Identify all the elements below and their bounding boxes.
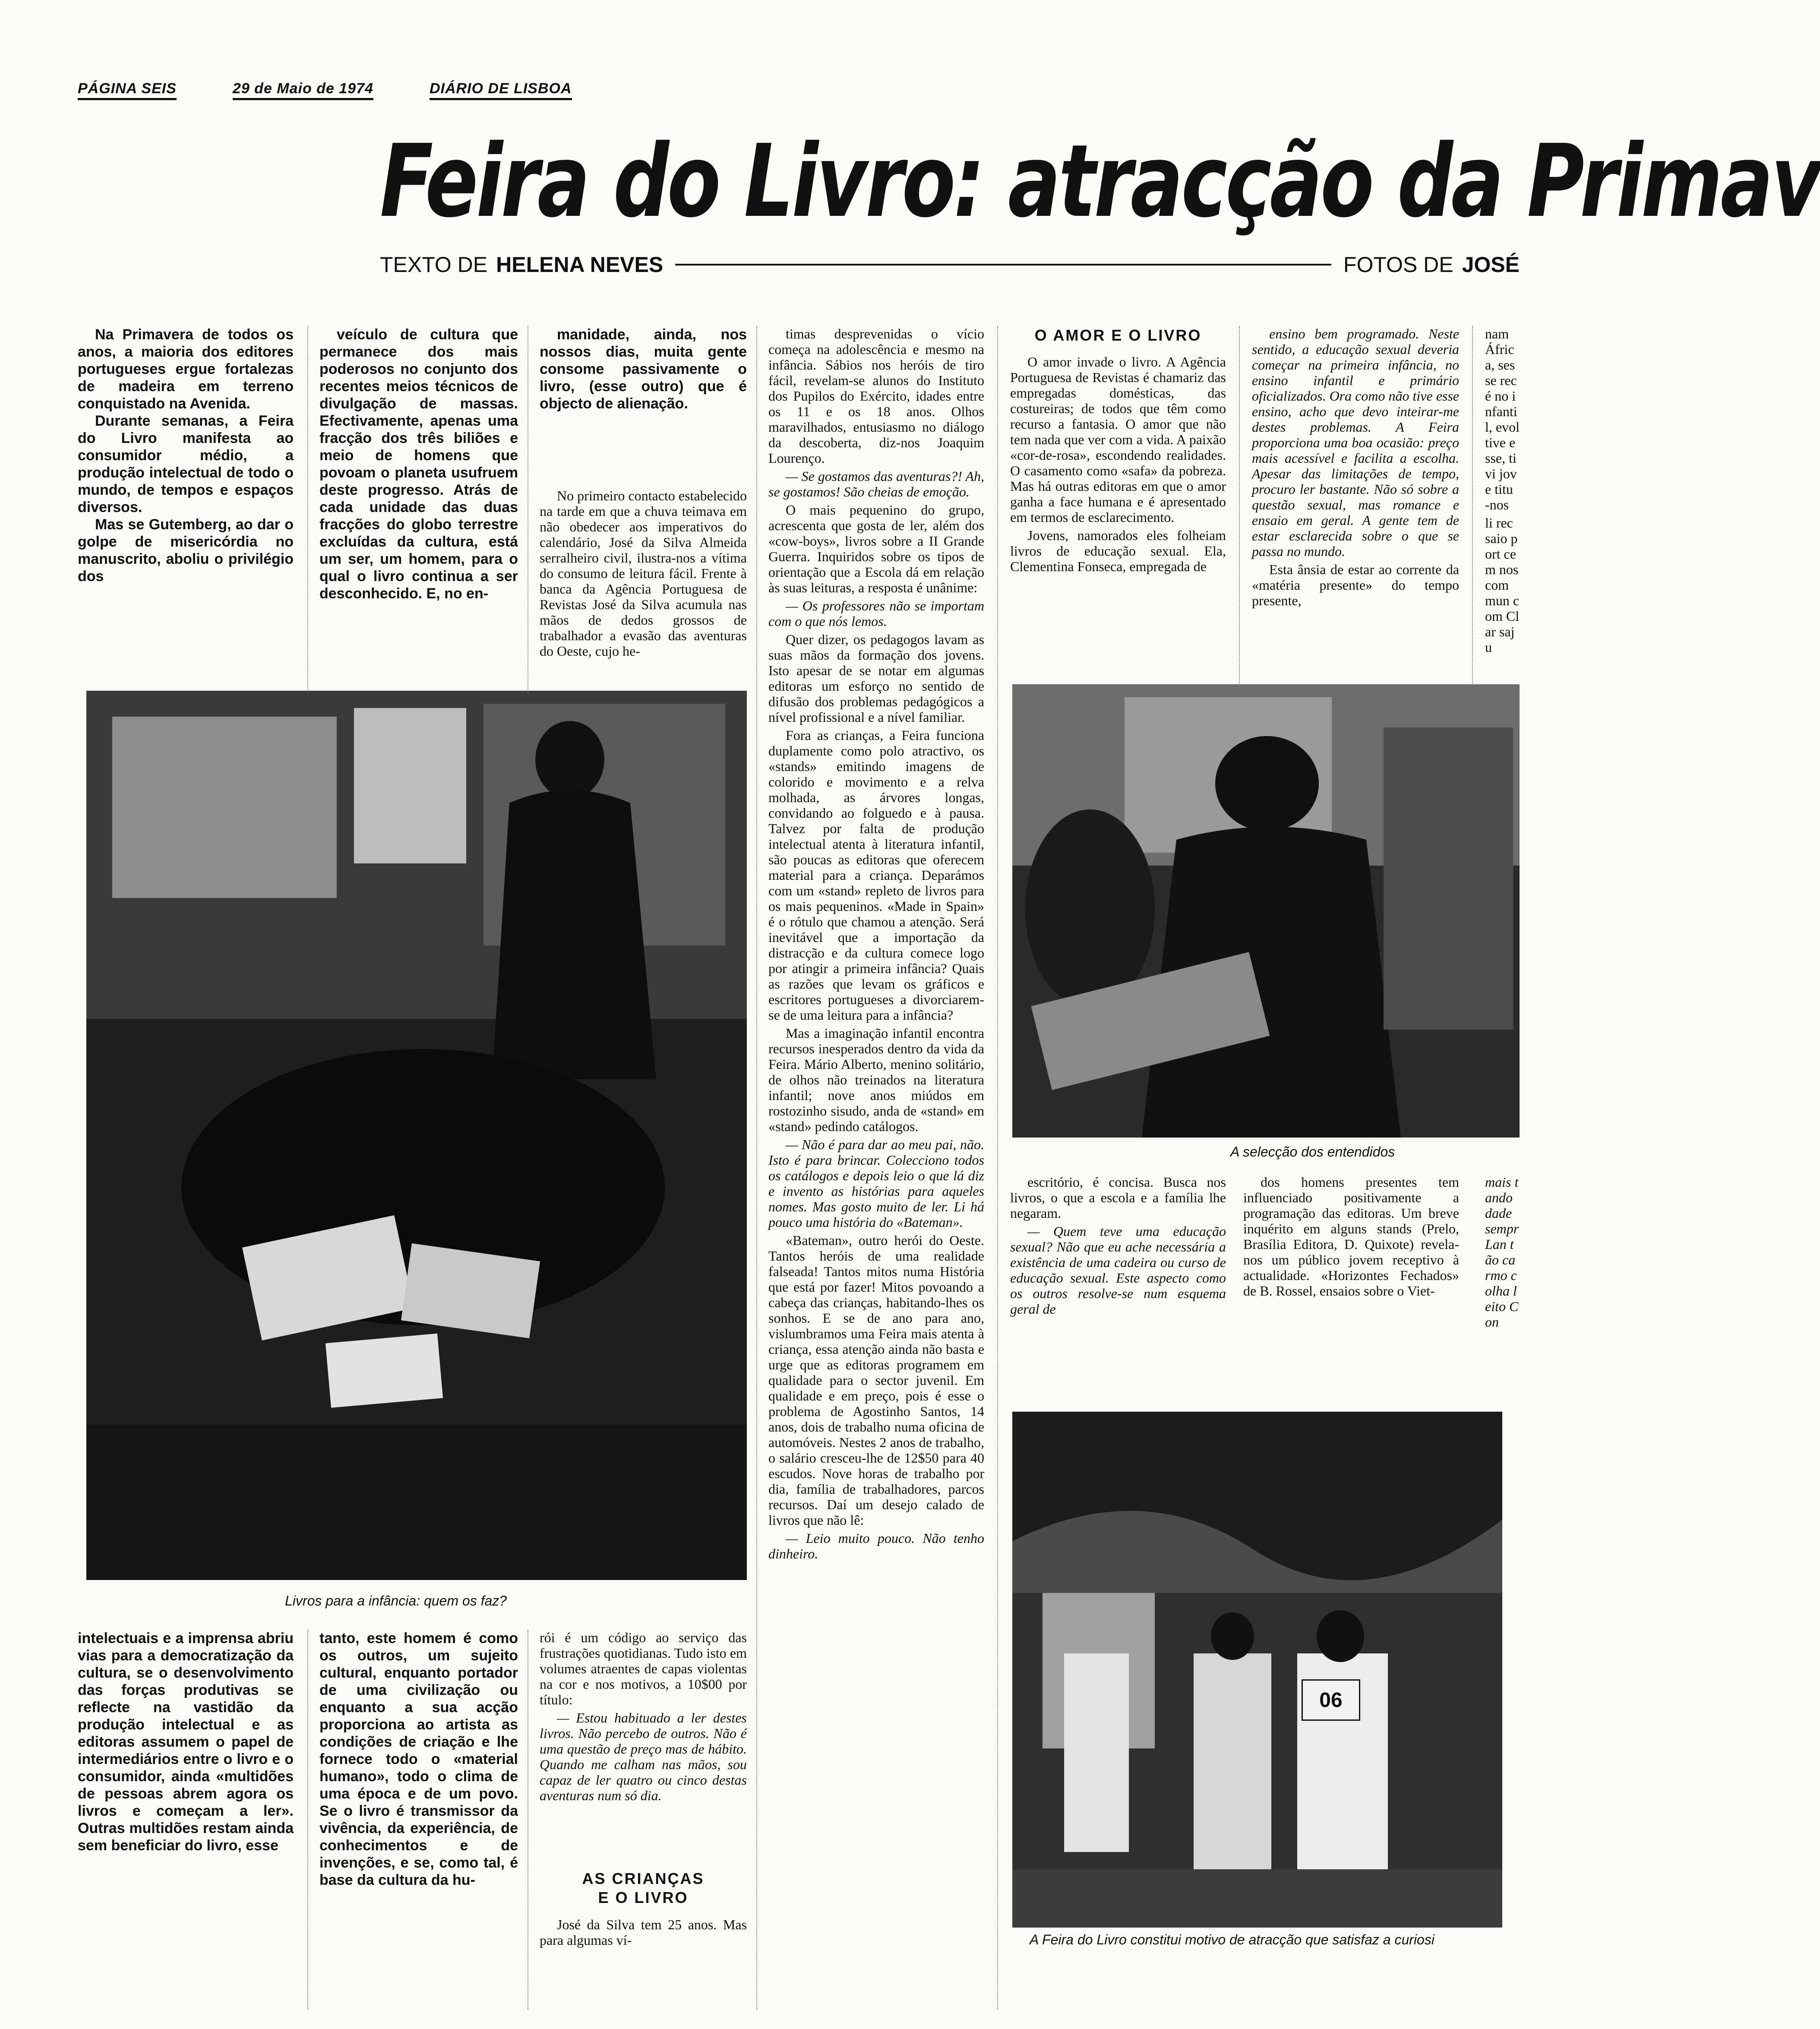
paragraph: li rec saio port cem nos com mun com Clar saju <box>1485 515 1520 655</box>
paragraph: Quer dizer, os pedagogos lavam as suas mãos da formação dos jovens. Isto apesar de se notar em algumas editoras um esforço no sentido de difusão dos problemas pedagógicos a nível profissional e a nível familiar. <box>768 632 984 725</box>
photo-selection-illustration <box>1012 684 1520 1138</box>
paper-name: DIÁRIO DE LISBOA <box>430 80 572 100</box>
body-col-4 <box>768 326 984 2005</box>
byline-author: HELENA NEVES <box>496 253 664 277</box>
paragraph: — Quem teve uma educação sexual? Não que eu ache necessária a existência de uma cadeira ou curso de educação sexual. Este aspecto como os outros resolve-se num esquema geral de <box>1010 1223 1226 1317</box>
byline <box>380 250 1520 280</box>
lead-bottom-col-1 <box>78 1630 294 2010</box>
photo-book-fair-illustration <box>1012 1412 1502 1928</box>
paragraph: — Os professores não se importam com o que nós lemos. <box>768 598 984 629</box>
photo-children-books-illustration <box>86 691 747 1580</box>
paragraph: mais tando dade sempr Lan tão carmo colha leito Con <box>1485 1174 1519 1330</box>
byline-text-label: TEXTO DE <box>380 253 488 277</box>
column-rule <box>1239 326 1240 689</box>
paragraph: Fora as crianças, a Feira funciona duplamente como polo atractivo, os «stands» emitindo imagens de colorido e movimento e a relva molhada, as árvores longas, convidando ao folguedo e à pausa. Talvez por falta de produção intelectual atenta à literatura infantil, são poucas as editoras que oferecem material para a criança. Deparámos com um «stand» repleto de livros para os mais pequeninos. «Made in Spain» é o rótulo que chamou a atenção. Será inevitável que a importação da distracção e da cultura comece logo por atingir a primeira infância? Quais as razões que levam os gráficos e escritores portugueses a divorciarem-se de uma leitura para a infância? <box>768 727 984 1023</box>
paragraph: Durante semanas, a Feira do Livro manifesta ao consumidor médio, a produção intelectual de todo o mundo, de tempos e espaços diversos. <box>78 413 294 515</box>
paragraph: «Bateman», outro herói do Oeste. Tantos heróis de uma realidade falseada! Tantos mitos numa História que está por fazer! Mitos povoando a cabeça das crianças, habitando-lhes os sonhos. E se de ano para ano, vislumbramos uma Feira mais atenta à criança, essa atenção ainda não basta e urge que as editoras programem em qualidade para o sector juvenil. Em qualidade e em preço, pois é esse o problema de Agostinho Santos, 14 anos, dois de trabalho numa oficina de automóveis. Nestes 2 anos de trabalho, o salário cresceu-lhe de 12$50 para 40 escudos. Nove horas de trabalho por dia, família de trabalhadores, parcos recursos. Daí um desejo calado de livros que não lê: <box>768 1233 984 1528</box>
paragraph: manidade, ainda, nos nossos dias, muita gente consome passivamente o livro, (esse outro) que é objecto de alienação. <box>540 326 747 412</box>
paragraph: escritório, é concisa. Busca nos livros, o que a escola e a família lhe negaram. <box>1010 1174 1226 1221</box>
body-col-3-end <box>540 1917 747 1969</box>
paragraph: — Não é para dar ao meu pai, não. Isto é para brincar. Colecciono todos os catálogos e depois leio o que lá diz e invento as histórias para aqueles nomes. Mas gosto muito de ler. Li há pouco uma história do «Bateman». <box>768 1137 984 1230</box>
column-rule <box>1472 326 1473 689</box>
byline-rule <box>675 264 1331 265</box>
lead-bottom-col-2 <box>319 1630 518 2010</box>
body-col-3-top <box>540 488 747 691</box>
paragraph: rói é um código ao serviço das frustrações quotidianas. Tudo isto em volumes atraentes de capas violentas na cor e nos motivos, a 10$00 por título: <box>540 1630 747 1707</box>
section-heading-line: E O LIVRO <box>598 1889 689 1906</box>
column-rule <box>307 326 308 693</box>
photo-selection <box>1012 684 1520 1138</box>
date-label: 29 de Maio de 1974 <box>233 80 373 100</box>
lead-col-3 <box>540 326 747 473</box>
headline: Feira do Livro: atracção da Primav <box>380 123 1820 240</box>
number-badge: 06 <box>1302 1679 1360 1721</box>
lead-col-2 <box>319 326 518 693</box>
paragraph: Jovens, namorados eles folheiam livros de educação sexual. Ela, Clementina Fonseca, empregada de <box>1010 528 1226 574</box>
column-rule <box>756 326 757 2010</box>
paragraph: ensino bem programado. Neste sentido, a educação sexual deveria começar na primeira infância, no ensino infantil e primário oficializados. Ora como não tive esse ensino, acho que devo inteirar-me destes problemas. A Feira proporciona uma boa ocasião: preço mais acessível e facilita a escolha. Apesar das limitações de tempo, procuro ler bastante. Não só sobre a questão sexual, mas romance e ensaio em geral. A gente tem de estar esclarecida sobre o que se passa no mundo. <box>1252 326 1459 559</box>
body-col-5-mid <box>1010 1174 1226 1416</box>
paragraph: O mais pequenino do grupo, acrescenta que gosta de ler, além dos «cow-boys», livros sobre a II Grande Guerra. Inquiridos sobre os tipos de orientação que a Escola dá em relação às suas leituras, a resposta é unânime: <box>768 502 984 595</box>
caption-book-fair: A Feira do Livro constitui motivo de atracção que satisfaz a curiosi <box>1030 1932 1435 1947</box>
paragraph: O amor invade o livro. A Agência Portuguesa de Revistas é chamariz das empregadas domésticas, das costureiras; de todos que têm como recurso a fantasia. O amor que não tem nada que ver com a vida. A paixão «cor-de-rosa», escondendo realidades. O casamento como «safa» da pobreza. Mas há outras editoras em que o amor ganha a face humana e é apresentado em termos de esclarecimento. <box>1010 354 1226 525</box>
column-rule <box>997 326 998 2010</box>
paragraph: — Leio muito pouco. Não tenho dinheiro. <box>768 1530 984 1561</box>
paragraph: nam África, sesse recé no infantil, evol tive esse, tivi jove titu -nos <box>1485 326 1520 512</box>
page-label: PÁGINA SEIS <box>78 80 177 100</box>
paragraph: — Se gostamos das aventuras?! Ah, se gostamos! São cheias de emoção. <box>768 468 984 499</box>
section-heading-amor: O AMOR E O LIVRO <box>1034 326 1202 344</box>
column-rule <box>307 1630 308 2010</box>
paragraph: No primeiro contacto estabelecido na tarde em que a chuva teimava em não obedecer aos imperativos do calendário, José da Silva Almeida serralheiro civil, ilustra-nos a vítima do consumo de leitura fácil. Frente à banca da Agência Portuguesa de Revistas José da Silva acumula nas mãos de dedos grossos de trabalhador a evasão das aventuras do Oeste, cujo he- <box>540 488 747 659</box>
byline-photos-label: FOTOS DE <box>1343 253 1453 277</box>
paragraph: intelectuais e a imprensa abriu vias para a democratização da cultura, se o desenvolvimento das forças produtivas se reflecte na vastidão da produção intelectual e as editoras assumem o papel de intermediários entre o livro e o consumidor, ainda «multidões de pessoas abrem agora os livros e começam a ler». Outras multidões restam ainda sem beneficiar do livro, esse <box>78 1630 294 1854</box>
section-heading-line: AS CRIANÇAS <box>582 1870 705 1887</box>
body-col-3-bottom <box>540 1630 747 1846</box>
byline-photographer: JOSÉ <box>1462 253 1520 277</box>
paragraph: tanto, este homem é como os outros, um sujeito cultural, enquanto portador de uma civilização ou enquanto a sua acção proporciona ao artista as condições de criação e lhe fornece todo o «material humano», todo o clima de uma época e de um povo. Se o livro é transmissor da vivência, da experiência, de conhecimentos e de invenções, e se, como tal, é base da cultura da hu- <box>319 1630 518 1888</box>
body-col-5-top <box>1010 354 1226 695</box>
paragraph: dos homens presentes tem influenciado positivamente a programação das editoras. Um breve inquérito em alguns stands (Prelo, Brasília Editora, D. Quixote) revela-nos um público jovem receptivo à actualidade. «Horizontes Fechados» de B. Rossel, ensaios sobre o Viet- <box>1243 1174 1459 1299</box>
paragraph: José da Silva tem 25 anos. Mas para algumas ví- <box>540 1917 747 1948</box>
paragraph: Na Primavera de todos os anos, a maioria dos editores portugueses ergue fortalezas de madeira em terreno conquistado na Avenida. <box>78 326 294 412</box>
caption-selection: A selecção dos entendidos <box>1230 1144 1395 1160</box>
paragraph: timas desprevenidas o vício começa na adolescência e mesmo na infância. Sábios nos heróis de tiro fácil, revelam-se alunos do Instituto dos Pupilos do Exército, idades entre os 11 e os 18 anos. Olhos maravilhados, entusiasmo no diálogo da descoberta, diz-nos Joaquim Lourenço. <box>768 326 984 466</box>
folio-line <box>78 80 572 100</box>
body-col-6-mid <box>1243 1174 1459 1416</box>
body-col-7-mid <box>1485 1174 1520 1416</box>
section-heading-criancas <box>540 1869 747 1907</box>
paragraph: Mas a imaginação infantil encontra recursos inesperados dentro da vida da Feira. Mário Alberto, menino solitário, de olhos não treinados na literatura infantil; nove anos miúdos em rostozinho sisudo, anda de «stand» em «stand» pedindo catálogos. <box>768 1025 984 1134</box>
paragraph: — Estou habituado a ler destes livros. Não percebo de outros. Não é uma questão de preço mas de hábito. Quando me calham nas mãos, sou capaz de ler quatro ou cinco destas aventuras num só dia. <box>540 1710 747 1803</box>
caption-children-books: Livros para a infância: quem os faz? <box>285 1593 507 1609</box>
body-col-7-top <box>1485 326 1520 697</box>
paragraph: Esta ânsia de estar ao corrente da «matéria presente» do tempo presente, <box>1252 562 1459 608</box>
body-col-6-top <box>1252 326 1459 695</box>
photo-children-books <box>86 691 747 1580</box>
paragraph: Mas se Gutemberg, ao dar o golpe de misericórdia no manuscrito, aboliu o privilégio dos <box>78 516 294 585</box>
photo-book-fair <box>1012 1412 1502 1928</box>
lead-col-1 <box>78 326 294 693</box>
paragraph: veículo de cultura que permanece dos mais poderosos no conjunto dos recentes meios técnicos de divulgação de massas. Efectivamente, apenas uma fracção dos três biliões e meio de homens que povoam o planeta usufruem deste progresso. Atrás de cada unidade das duas fracções do globo terrestre excluídas da cultura, está um ser, um homem, para o qual o livro continua a ser desconhecido. E, no en- <box>319 326 518 602</box>
